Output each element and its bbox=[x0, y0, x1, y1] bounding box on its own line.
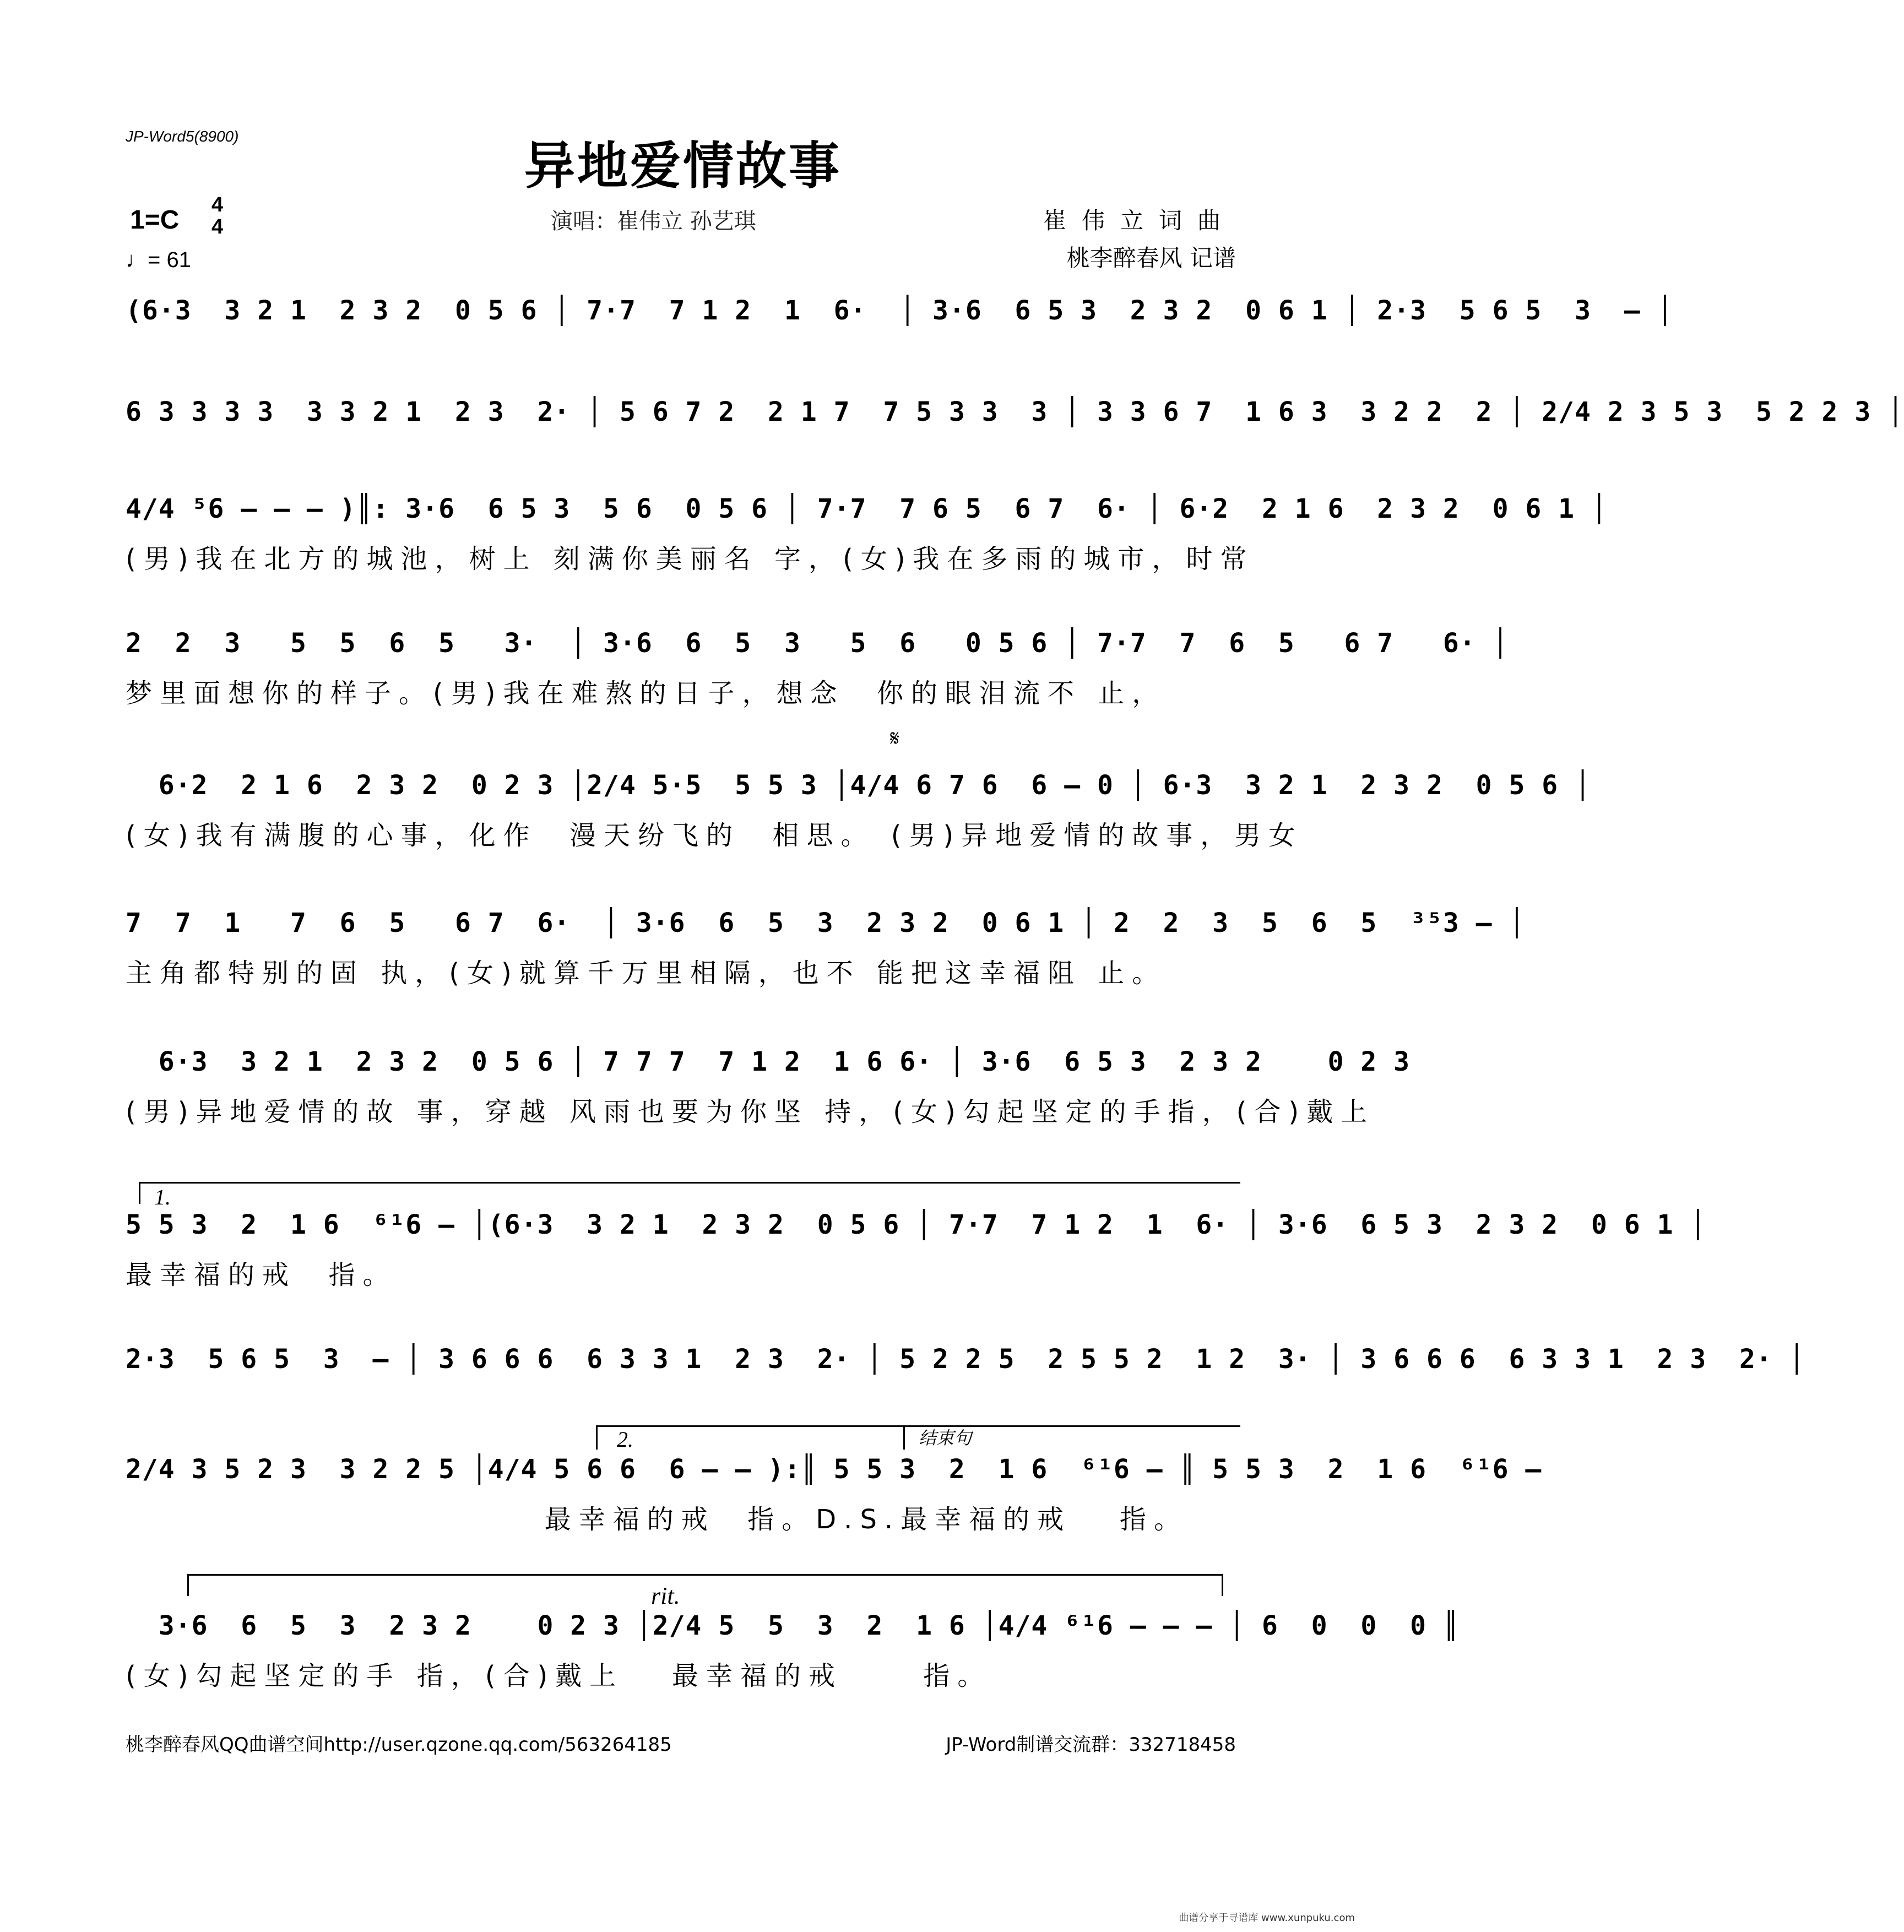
first-ending-bracket bbox=[139, 1182, 1240, 1184]
coda-label: 结束句 bbox=[919, 1428, 972, 1448]
transcriber-credit: 桃李醉春风 记谱 bbox=[1066, 245, 1236, 272]
notation-line-9: 2·3 5 6 5 3 – │ 3 6 6 6 6 3 3 1 2 3 2· │ 5 2 2 5 2 5 5 2 1 2 3· │ 3 6 6 6 6 3 3 1 2 3 2· │ bbox=[126, 1344, 1805, 1375]
ritardando-mark: rit. bbox=[651, 1582, 680, 1609]
lyricist-composer-credit: 崔伟立词曲 bbox=[1043, 207, 1236, 234]
coda-system-bracket bbox=[187, 1574, 1223, 1576]
lyrics-line-3: (男)我在北方的城池，树上 刻满你美丽名 字，(女)我在多雨的城市，时常 bbox=[126, 544, 1255, 574]
footer-group-info: JP-Word制谱交流群：332718458 bbox=[946, 1734, 1236, 1756]
notation-line-1: (6·3 3 2 1 2 3 2 0 5 6 │ 7·7 7 1 2 1 6· │ 3·6 6 5 3 2 3 2 0 6 1 │ 2·3 5 6 5 3 – │ bbox=[126, 295, 1674, 326]
notation-line-4: 2 2 3 5 5 6 5 3· │ 3·6 6 5 3 5 6 0 5 6 │ 7·7 7 6 5 6 7 6· │ bbox=[126, 628, 1509, 659]
performer-credit: 演唱：崔伟立 孙艺琪 bbox=[551, 209, 756, 234]
notation-line-7: 6·3 3 2 1 2 3 2 0 5 6 │ 7 7 7 7 1 2 1 6 6· │ 3·6 6 5 3 2 3 2 0 2 3 bbox=[126, 1046, 1411, 1077]
song-title: 异地爱情故事 bbox=[524, 136, 842, 196]
second-ending-bracket-hook bbox=[596, 1425, 598, 1450]
notation-line-10: 2/4 3 5 2 3 3 2 2 5 │4/4 5 6 6 6 – – ):║ 5 5 3 2 1 6 ⁶¹6 – ║ 5 5 3 2 1 6 ⁶¹6 – bbox=[126, 1454, 1542, 1485]
time-signature-top: 4 bbox=[211, 193, 224, 216]
lyrics-line-7: (男)异地爱情的故 事，穿越 风雨也要为你坚 持，(女)勾起坚定的手指，(合)戴上 bbox=[126, 1097, 1375, 1127]
notation-line-11: 3·6 6 5 3 2 3 2 0 2 3 │2/4 5 5 3 2 1 6 │4/4 ⁶¹6 – – – │ 6 0 0 0 ║ bbox=[126, 1610, 1460, 1641]
lyrics-line-5: (女)我有满腹的心事，化作 漫天纷飞的 相思。 (男)异地爱情的故事，男女 bbox=[126, 820, 1303, 851]
notation-line-2: 6 3 3 3 3 3 3 2 1 2 3 2· │ 5 6 7 2 2 1 7 7 5 3 3 3 │ 3 3 6 7 1 6 3 3 2 2 2 │ 2/4 2 3 5 3 5 2 2 3 │ bbox=[126, 397, 1904, 427]
lyrics-line-11: (女)勾起坚定的手 指，(合)戴上 最幸福的戒 指。 bbox=[126, 1660, 992, 1691]
software-label: JP-Word5(8900) bbox=[126, 128, 239, 145]
lyrics-line-10: 最幸福的戒 指。D.S.最幸福的戒 指。 bbox=[126, 1504, 1188, 1535]
lyrics-line-4: 梦里面想你的样子。(男)我在难熬的日子，想念 你的眼泪流不 止， bbox=[126, 678, 1167, 709]
segno-sign: 𝄋 bbox=[890, 726, 900, 751]
notation-line-3: 4/4 ⁵6 – – – )║: 3·6 6 5 3 5 6 0 5 6 │ 7·7 7 6 5 6 7 6· │ 6·2 2 1 6 2 3 2 0 6 1 │ bbox=[126, 493, 1608, 524]
coda-bracket-hook bbox=[903, 1425, 905, 1450]
second-ending-label: 2. bbox=[617, 1427, 633, 1452]
lyrics-line-8: 最幸福的戒 指。 bbox=[126, 1260, 397, 1290]
lyrics-line-6: 主角都特别的固 执，(女)就算千万里相隔，也不 能把这幸福阻 止。 bbox=[126, 958, 1167, 989]
notation-line-5: 6·2 2 1 6 2 3 2 0 2 3 │2/4 5·5 5 5 3 │4/4 6 7 6 6 – 0 │ 6·3 3 2 1 2 3 2 0 5 6 │ bbox=[126, 770, 1591, 801]
tempo-marking: ♩= 61 bbox=[126, 248, 191, 272]
notation-line-8: 5 5 3 2 1 6 ⁶¹6 – │(6·3 3 2 1 2 3 2 0 5 6 │ 7·7 7 1 2 1 6· │ 3·6 6 5 3 2 3 2 0 6 1 │ bbox=[126, 1209, 1707, 1240]
first-ending-label: 1. bbox=[154, 1185, 171, 1209]
second-ending-bracket bbox=[596, 1425, 1240, 1427]
key-signature: 1=C bbox=[130, 205, 180, 235]
coda-system-bracket-left-hook bbox=[187, 1574, 189, 1596]
footer-source-link[interactable]: 桃李醉春风QQ曲谱空间http://user.qzone.qq.com/563264185 bbox=[126, 1734, 672, 1756]
time-signature bbox=[211, 194, 223, 238]
notation-line-6: 7 7 1 7 6 5 6 7 6· │ 3·6 6 5 3 2 3 2 0 6 1 │ 2 2 3 5 6 5 ³⁵3 – │ bbox=[126, 908, 1526, 938]
time-signature-bottom: 4 bbox=[211, 215, 224, 238]
coda-system-bracket-right-hook bbox=[1222, 1574, 1223, 1596]
first-ending-bracket-hook bbox=[139, 1182, 140, 1204]
watermark: 曲谱分享于寻谱库 www.xunpuku.com bbox=[1179, 1912, 1355, 1924]
